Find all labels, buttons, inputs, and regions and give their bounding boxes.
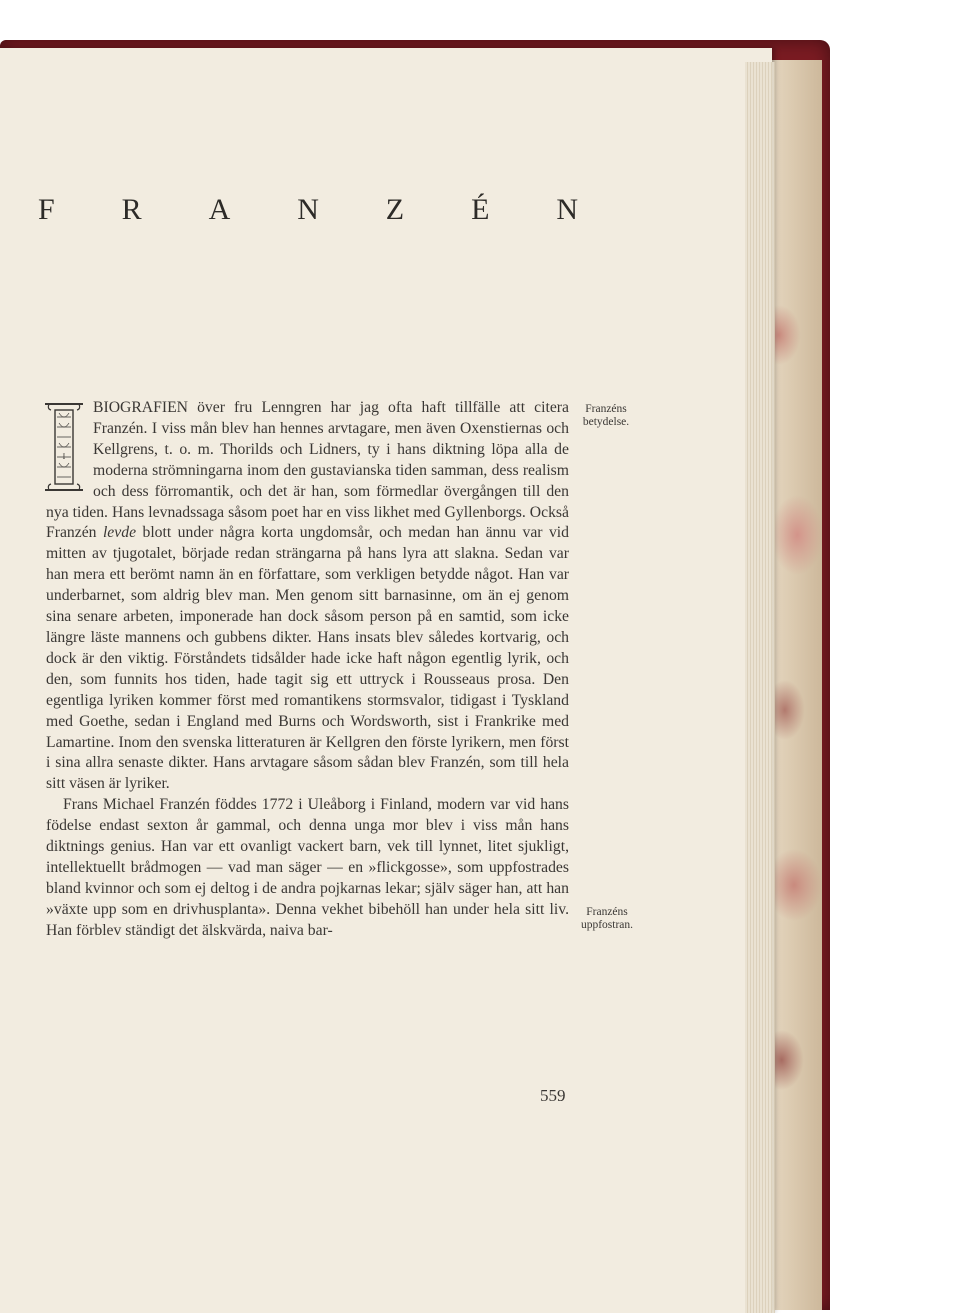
marginal-note: Franzéns betydelse. [582, 403, 630, 428]
paragraph [46, 398, 569, 795]
page-number: 559 [540, 1086, 566, 1105]
body-text [46, 398, 569, 942]
drop-cap-letter: I [62, 452, 66, 461]
heading-letter: É [471, 193, 490, 226]
paragraph-text: BIOGRAFIEN över fru Lenngren har jag ofta haft tillfälle att citera Franzén. I viss mån blev han hennes arvtagare, men även Oxenstiernas och Kellgrens, t. o. m. Thorilds och Lidners, ty i hans diktning löpa alla de moderna strömningarna inom den gustavianska tiden samman, dess realism och dess förromantik, och det är han, som förmedlar övergången till den nya tiden. Hans levnadssaga såsom poet har en viss likhet med Gyllenborgs. Också Franzén [46, 399, 569, 542]
heading-letter: N [556, 193, 578, 226]
heading-letter: N [297, 193, 319, 226]
heading-letter: Z [385, 193, 405, 226]
paragraph-text: blott under några korta ungdomsår, och medan han ännu var vid mitten av tjugotalet, började redan strängarna på hans lyra att slakna. Sedan var han mera ett berömt namn än en författare, som verkligen betydde något. Han var underbarnet, som aldrig blev man. Men genom sitt barnasinne, om än ej genom sina senare arbeten, imponerade han dock såsom person på en samtid, som icke längre läste mannens och gubbens dikter. Hans insats blev således kortvarig, och dock är den viktig. Förståndets tidsålder hade icke haft någon egentlig lyrik, och den, som funnits hos tiden, hade tagit sig ett uttryck i Rousseaus prosa. Den egentliga lyriken kommer först med romantikens stormsvalor, tidigast i Tyskland med Goethe, sedan i England med Burns och Wordsworth, sist i Frankrike med Lamartine. Inom den svenska litteraturen är Kellgren den förste lyrikern, men först i sina allra senaste dikter. Hans arvtagare såsom sådan blev Franzén, som till hela sitt väsen är lyriker. [46, 524, 569, 793]
paragraph: Frans Michael Franzén föddes 1772 i Uleåborg i Finland, modern var vid hans födelse endast sexton år gammal, och denna unga mor blev i viss mån hans diktnings genius. Han var ett ovanligt vackert barn, vek till lynnet, litet sjukligt, intellektuellt brådmogen — vad man säger — en »flickgosse», som uppfostrades bland kvinnor och som ej deltog i de andra pojkarnas lekar; själv säger han, att han »växte upp som en drivhusplanta». Denna vekhet bibehöll han under hela sitt liv. Han förblev ständigt det älskvärda, naiva bar- [46, 796, 569, 939]
heading-letter: R [121, 193, 142, 226]
heading-letter: A [208, 193, 231, 226]
heading-letter: F [38, 193, 55, 226]
marginal-note: Franzéns uppfostran. [580, 906, 634, 931]
drop-cap-initial [43, 401, 85, 493]
chapter-heading [38, 193, 578, 227]
italic-word: levde [102, 524, 137, 542]
page-edges [745, 62, 775, 1313]
